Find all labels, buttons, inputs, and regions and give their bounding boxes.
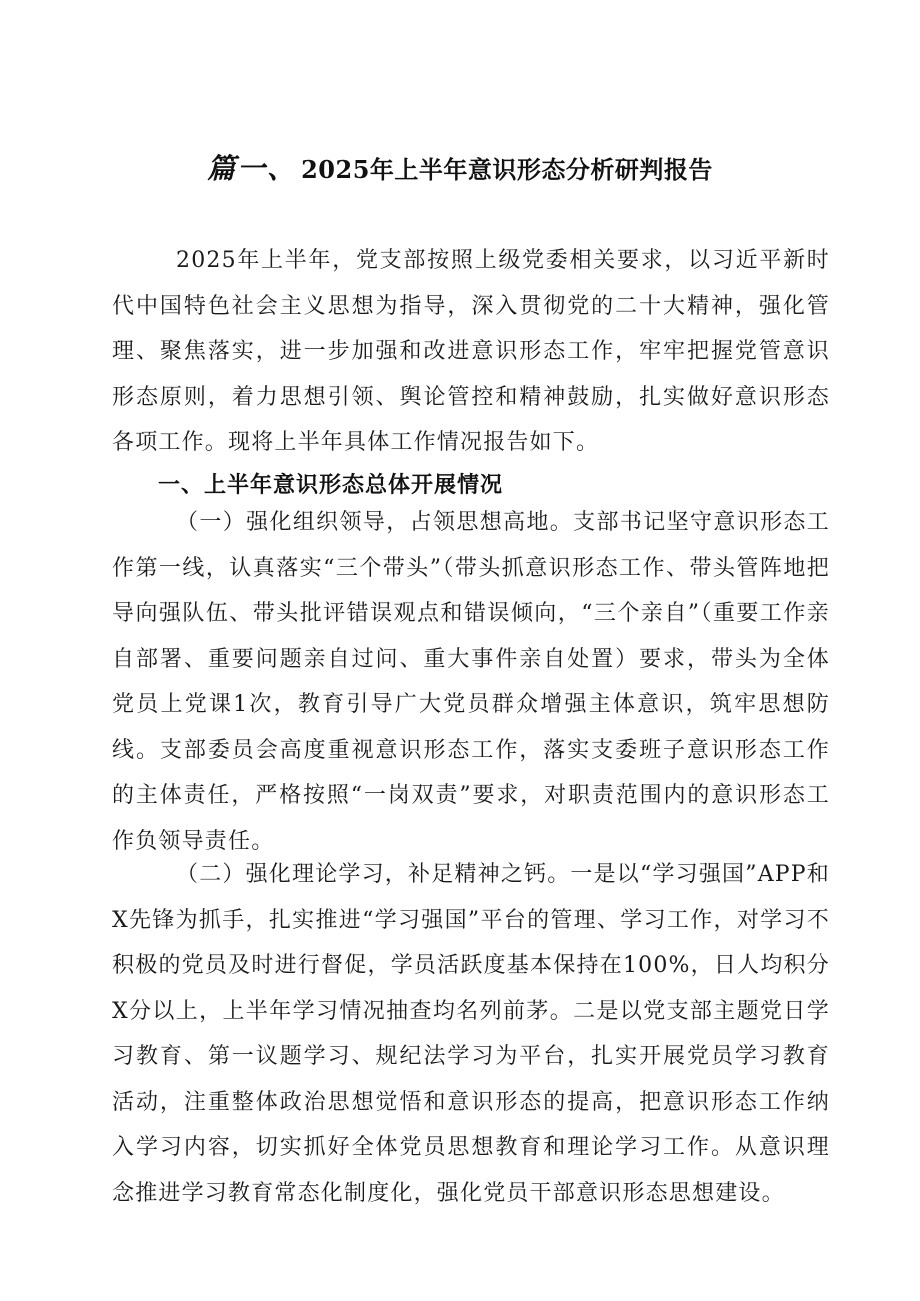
title-main: 2025年上半年意识形态分析研判报告 [301,155,713,184]
intro-paragraph: 2025年上半年，党支部按照上级党委相关要求，以习近平新时代中国特色社会主义思想为指导，深入贯彻党的二十大精神，强化管理、聚焦落实，进一步加强和改进意识形态工作，牢牢把握党管意识形态原则，着力思想引领、舆论管控和精神鼓励，扎实做好意识形态各项工作。现将上半年具体工作情况报告如下。 [112,248,830,455]
title-prefix: 篇一、 [207,152,298,185]
paragraph-point-2: （二）强化理论学习，补足精神之钙。一是以“学习强国”APP和X先锋为抓手，扎实推进“学习强国”平台的管理、学习工作，对学习不积极的党员及时进行督促，学员活跃度基本保持在100%，日人均积分X分以上，上半年学习情况抽查均名列前茅。二是以党支部主题党日学习教育、第一议题学习、规纪法学习为平台，扎实开展党员学习教育活动，注重整体政治思想觉悟和意识形态的提高，把意识形态工作纳入学习内容，切实抓好全体党员思想教育和理论学习工作。从意识理念推进学习教育常态化制度化，强化党员干部意识形态思想建设。 [112,862,830,1206]
paragraph-point-1: （一）强化组织领导，占领思想高地。支部书记坚守意识形态工作第一线，认真落实“三个带头”（带头抓意识形态工作、带头管阵地把导向强队伍、带头批评错误观点和错误倾向，“三个亲自”（重要工作亲自部署、重要问题亲自过问、重大事件亲自处置）要求，带头为全体党员上党课1次，教育引导广大党员群众增强主体意识，筑牢思想防线。支部委员会高度重视意识形态工作，落实支委班子意识形态工作的主体责任，严格按照“一岗双责”要求，对职责范围内的意识形态工作负领导责任。 [112,510,830,854]
section-heading-1: 一、上半年意识形态总体开展情况 [158,473,504,498]
document-title [0,146,920,193]
